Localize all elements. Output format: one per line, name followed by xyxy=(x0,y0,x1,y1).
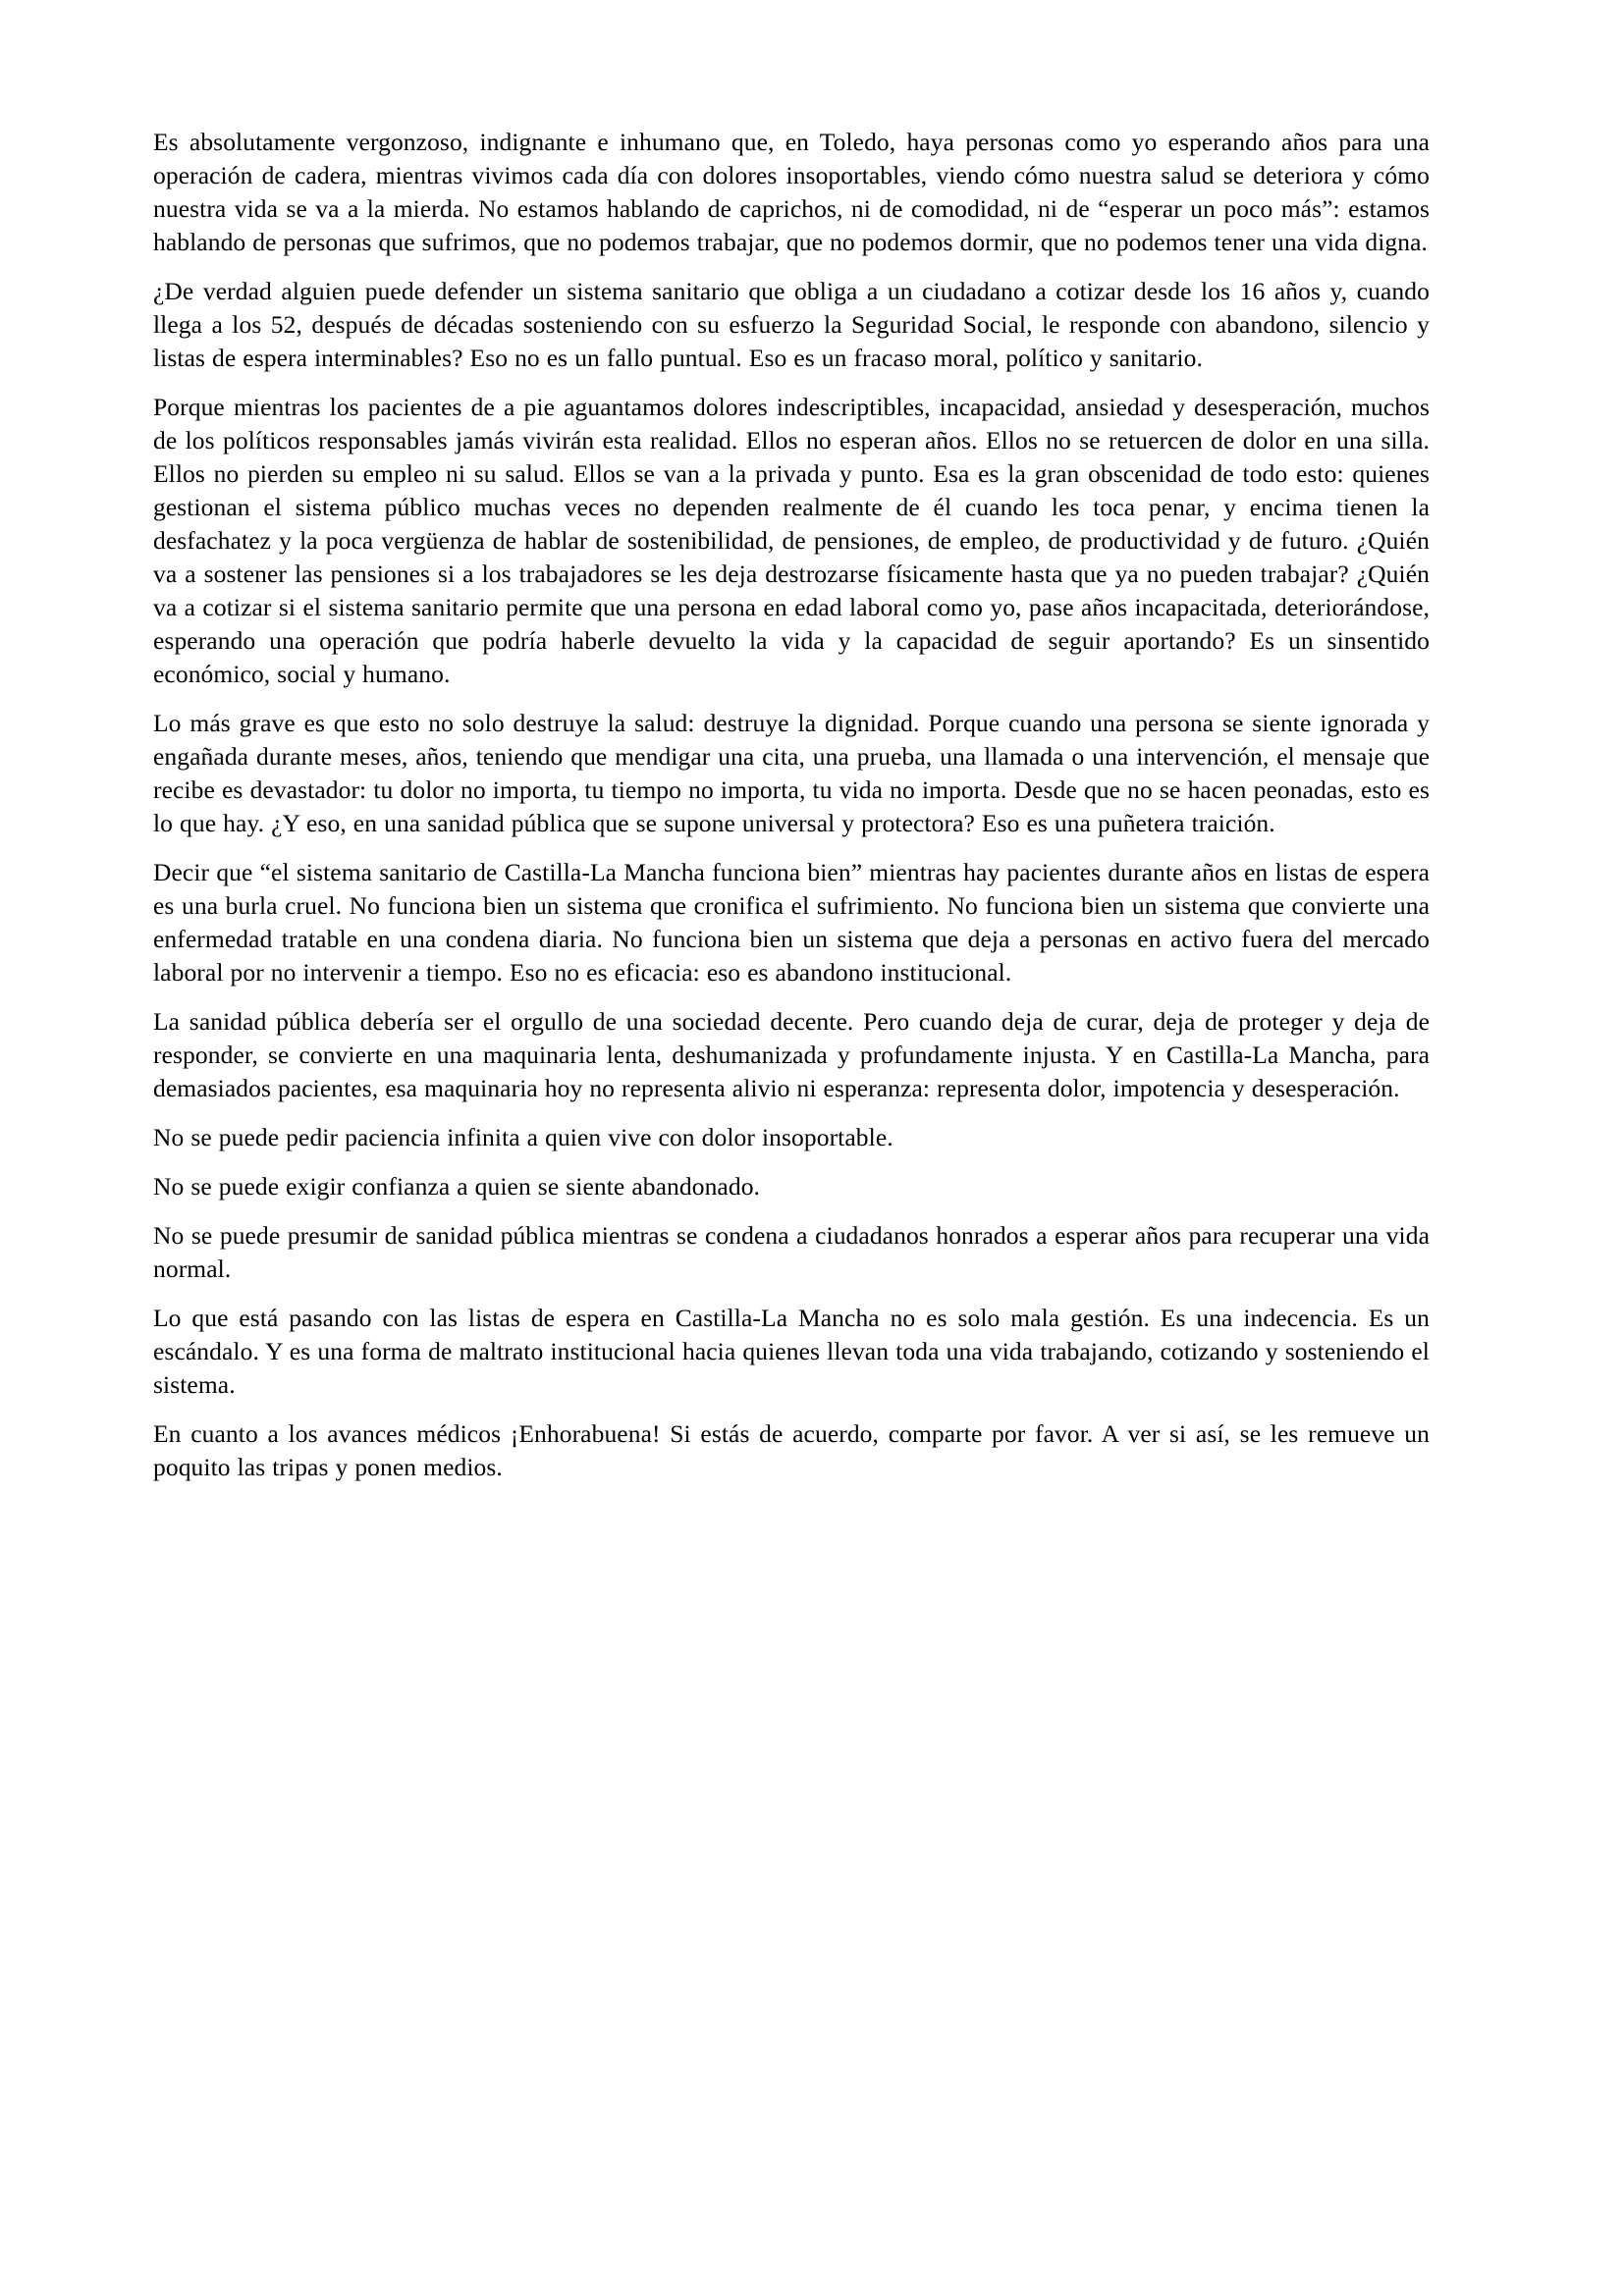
paragraph-5: Decir que “el sistema sanitario de Castilla-La Mancha funciona bien” mientras hay pacientes durante años en listas de espera es una burla cruel. No funciona bien un sistema que cronifica el sufrimiento. No funciona bien un sistema que convierte una enfermedad tratable en una condena diaria. No funciona bien un sistema que deja a personas en activo fuera del mercado laboral por no intervenir a tiempo. Eso no es eficacia: eso es abandono institucional. xyxy=(153,858,1430,987)
paragraph-4: Lo más grave es que esto no solo destruye la salud: destruye la dignidad. Porque cuando una persona se siente ignorada y engañada durante meses, años, teniendo que mendigar una cita, una prueba, una llamada o una intervención, el mensaje que recibe es devastador: tu dolor no importa, tu tiempo no importa, tu vida no importa. Desde que no se hacen peonadas, esto es lo que hay. ¿Y eso, en una sanidad pública que se supone universal y protectora? Eso es una puñetera traición. xyxy=(153,709,1430,837)
paragraph-1: Es absolutamente vergonzoso, indignante e inhumano que, en Toledo, haya personas como yo esperando años para una operación de cadera, mientras vivimos cada día con dolores insoportables, viendo cómo nuestra salud se deteriora y cómo nuestra vida se va a la mierda. No estamos hablando de caprichos, ni de comodidad, ni de “esperar un poco más”: estamos hablando de personas que sufrimos, que no podemos trabajar, que no podemos dormir, que no podemos tener una vida digna. xyxy=(153,128,1430,256)
paragraph-7: No se puede pedir paciencia infinita a quien vive con dolor insoportable. xyxy=(153,1123,893,1151)
paragraph-11: En cuanto a los avances médicos ¡Enhorabuena! Si estás de acuerdo, comparte por favor. A ver si así, se les remueve un poquito las tripas y ponen medios. xyxy=(153,1419,1430,1481)
paragraph-9: No se puede presumir de sanidad pública mientras se condena a ciudadanos honrados a esperar años para recuperar una vida normal. xyxy=(153,1221,1430,1283)
document-text-body xyxy=(153,126,1430,1484)
paragraph-6: La sanidad pública debería ser el orgullo de una sociedad decente. Pero cuando deja de curar, deja de proteger y deja de responder, se convierte en una maquinaria lenta, deshumanizada y profundamente injusta. Y en Castilla-La Mancha, para demasiados pacientes, esa maquinaria hoy no representa alivio ni esperanza: representa dolor, impotencia y desesperación. xyxy=(153,1007,1430,1102)
paragraph-10: Lo que está pasando con las listas de espera en Castilla-La Mancha no es solo mala gestión. Es una indecencia. Es un escándalo. Y es una forma de maltrato institucional hacia quienes llevan toda una vida trabajando, cotizando y sosteniendo el sistema. xyxy=(153,1304,1430,1399)
paragraph-2: ¿De verdad alguien puede defender un sistema sanitario que obliga a un ciudadano a cotizar desde los 16 años y, cuando llega a los 52, después de décadas sosteniendo con su esfuerzo la Seguridad Social, le responde con abandono, silencio y listas de espera interminables? Eso no es un fallo puntual. Eso es un fracaso moral, político y sanitario. xyxy=(153,277,1430,372)
paragraph-3: Porque mientras los pacientes de a pie aguantamos dolores indescriptibles, incapacidad, ansiedad y desesperación, muchos de los políticos responsables jamás vivirán esta realidad. Ellos no esperan años. Ellos no se retuercen de dolor en una silla. Ellos no pierden su empleo ni su salud. Ellos se van a la privada y punto. Esa es la gran obscenidad de todo esto: quienes gestionan el sistema público muchas veces no dependen realmente de él cuando les toca penar, y encima tienen la desfachatez y la poca vergüenza de hablar de sostenibilidad, de pensiones, de empleo, de productividad y de futuro. ¿Quién va a sostener las pensiones si a los trabajadores se les deja destrozarse físicamente hasta que ya no pueden trabajar? ¿Quién va a cotizar si el sistema sanitario permite que una persona en edad laboral como yo, pase años incapacitada, deteriorándose, esperando una operación que podría haberle devuelto la vida y la capacidad de seguir aportando? Es un sinsentido económico, social y humano. xyxy=(153,393,1430,688)
paragraph-8: No se puede exigir confianza a quien se siente abandonado. xyxy=(153,1172,761,1201)
